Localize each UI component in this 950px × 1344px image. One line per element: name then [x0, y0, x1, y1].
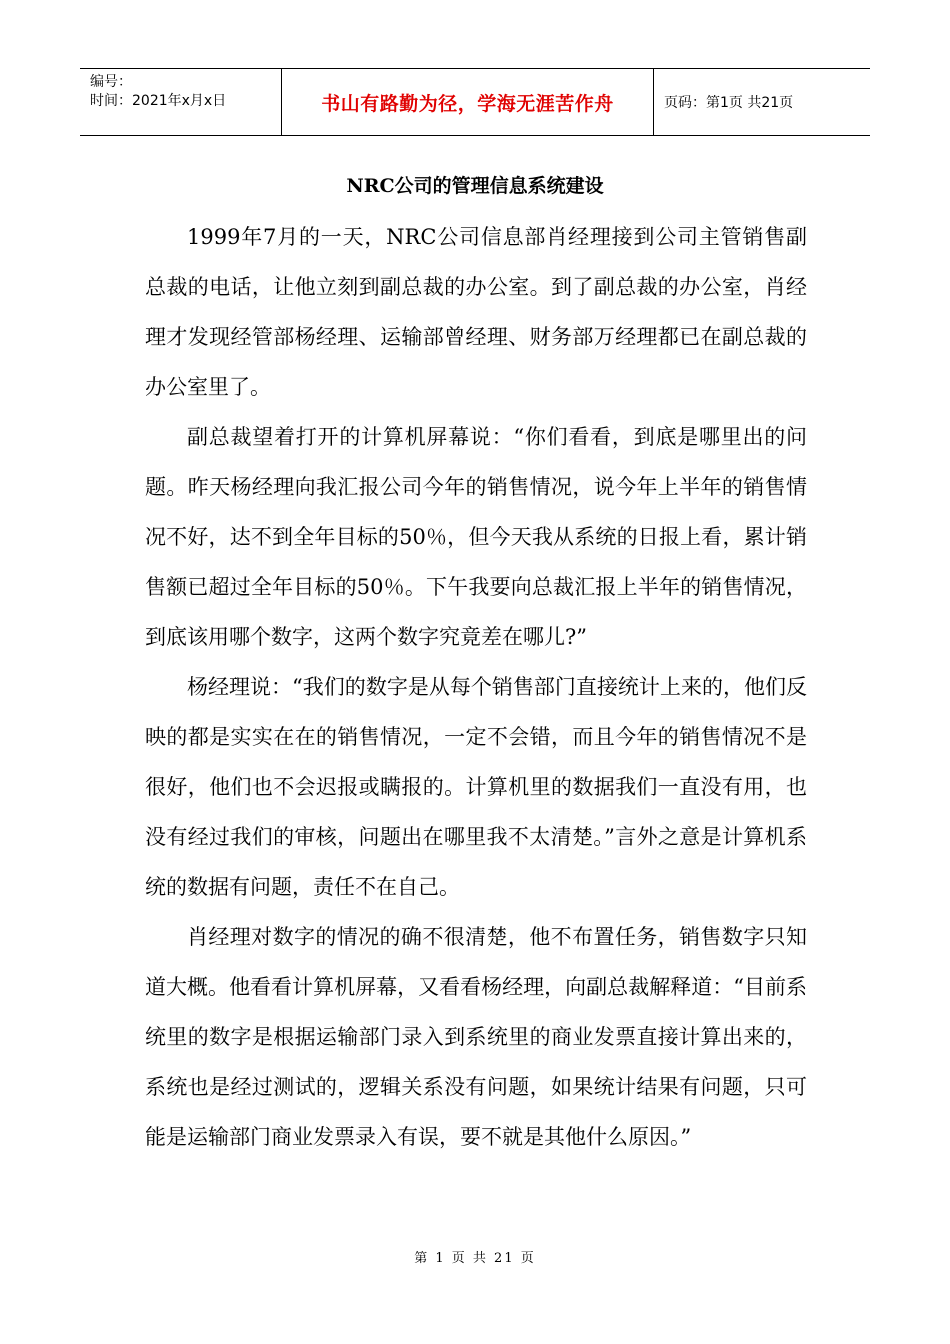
header-page-info: 页码：第1页 共21页	[664, 95, 794, 111]
header-motto: 书山有路勤为径，学海无涯苦作舟	[321, 92, 614, 115]
date-line: 时间：2021年x月x日	[90, 93, 227, 109]
serial-number-label: 编号：	[90, 74, 132, 90]
document-body	[145, 212, 807, 1162]
header-page-cell	[654, 69, 870, 135]
header-meta-cell	[80, 69, 282, 135]
paragraph: 杨经理说：“我们的数字是从每个销售部门直接统计上来的，他们反映的都是实实在在的销售情况，一定不会错，而且今年的销售情况不是很好，他们也不会迟报或瞒报的。计算机里的数据我们一直没有用，也没有经过我们的审核，问题出在哪里我不太清楚。”言外之意是计算机系统的数据有问题，责任不在自己。	[145, 675, 807, 899]
paragraph: 1999年7月的一天，NRC公司信息部肖经理接到公司主管销售副总裁的电话，让他立刻到副总裁的办公室。到了副总裁的办公室，肖经理才发现经管部杨经理、运输部曾经理、财务部万经理都已在副总裁的办公室里了。	[145, 225, 807, 399]
paragraph: 肖经理对数字的情况的确不很清楚，他不布置任务，销售数字只知道大概。他看看计算机屏幕，又看看杨经理，向副总裁解释道：“目前系统里的数字是根据运输部门录入到系统里的商业发票直接计算出来的，系统也是经过测试的，逻辑关系没有问题，如果统计结果有问题，只可能是运输部门商业发票录入有误，要不就是其他什么原因。”	[145, 925, 807, 1149]
page-footer: 第 1 页 共 21 页	[414, 1251, 536, 1266]
page-header	[80, 68, 870, 136]
document-title: NRC公司的管理信息系统建设	[346, 175, 604, 197]
header-motto-cell	[282, 69, 654, 135]
paragraph: 副总裁望着打开的计算机屏幕说：“你们看看，到底是哪里出的问题。昨天杨经理向我汇报公司今年的销售情况，说今年上半年的销售情况不好，达不到全年目标的50％，但今天我从系统的日报上看，累计销售额已超过全年目标的50％。下午我要向总裁汇报上半年的销售情况，到底该用哪个数字，这两个数字究竟差在哪儿?”	[145, 425, 807, 649]
